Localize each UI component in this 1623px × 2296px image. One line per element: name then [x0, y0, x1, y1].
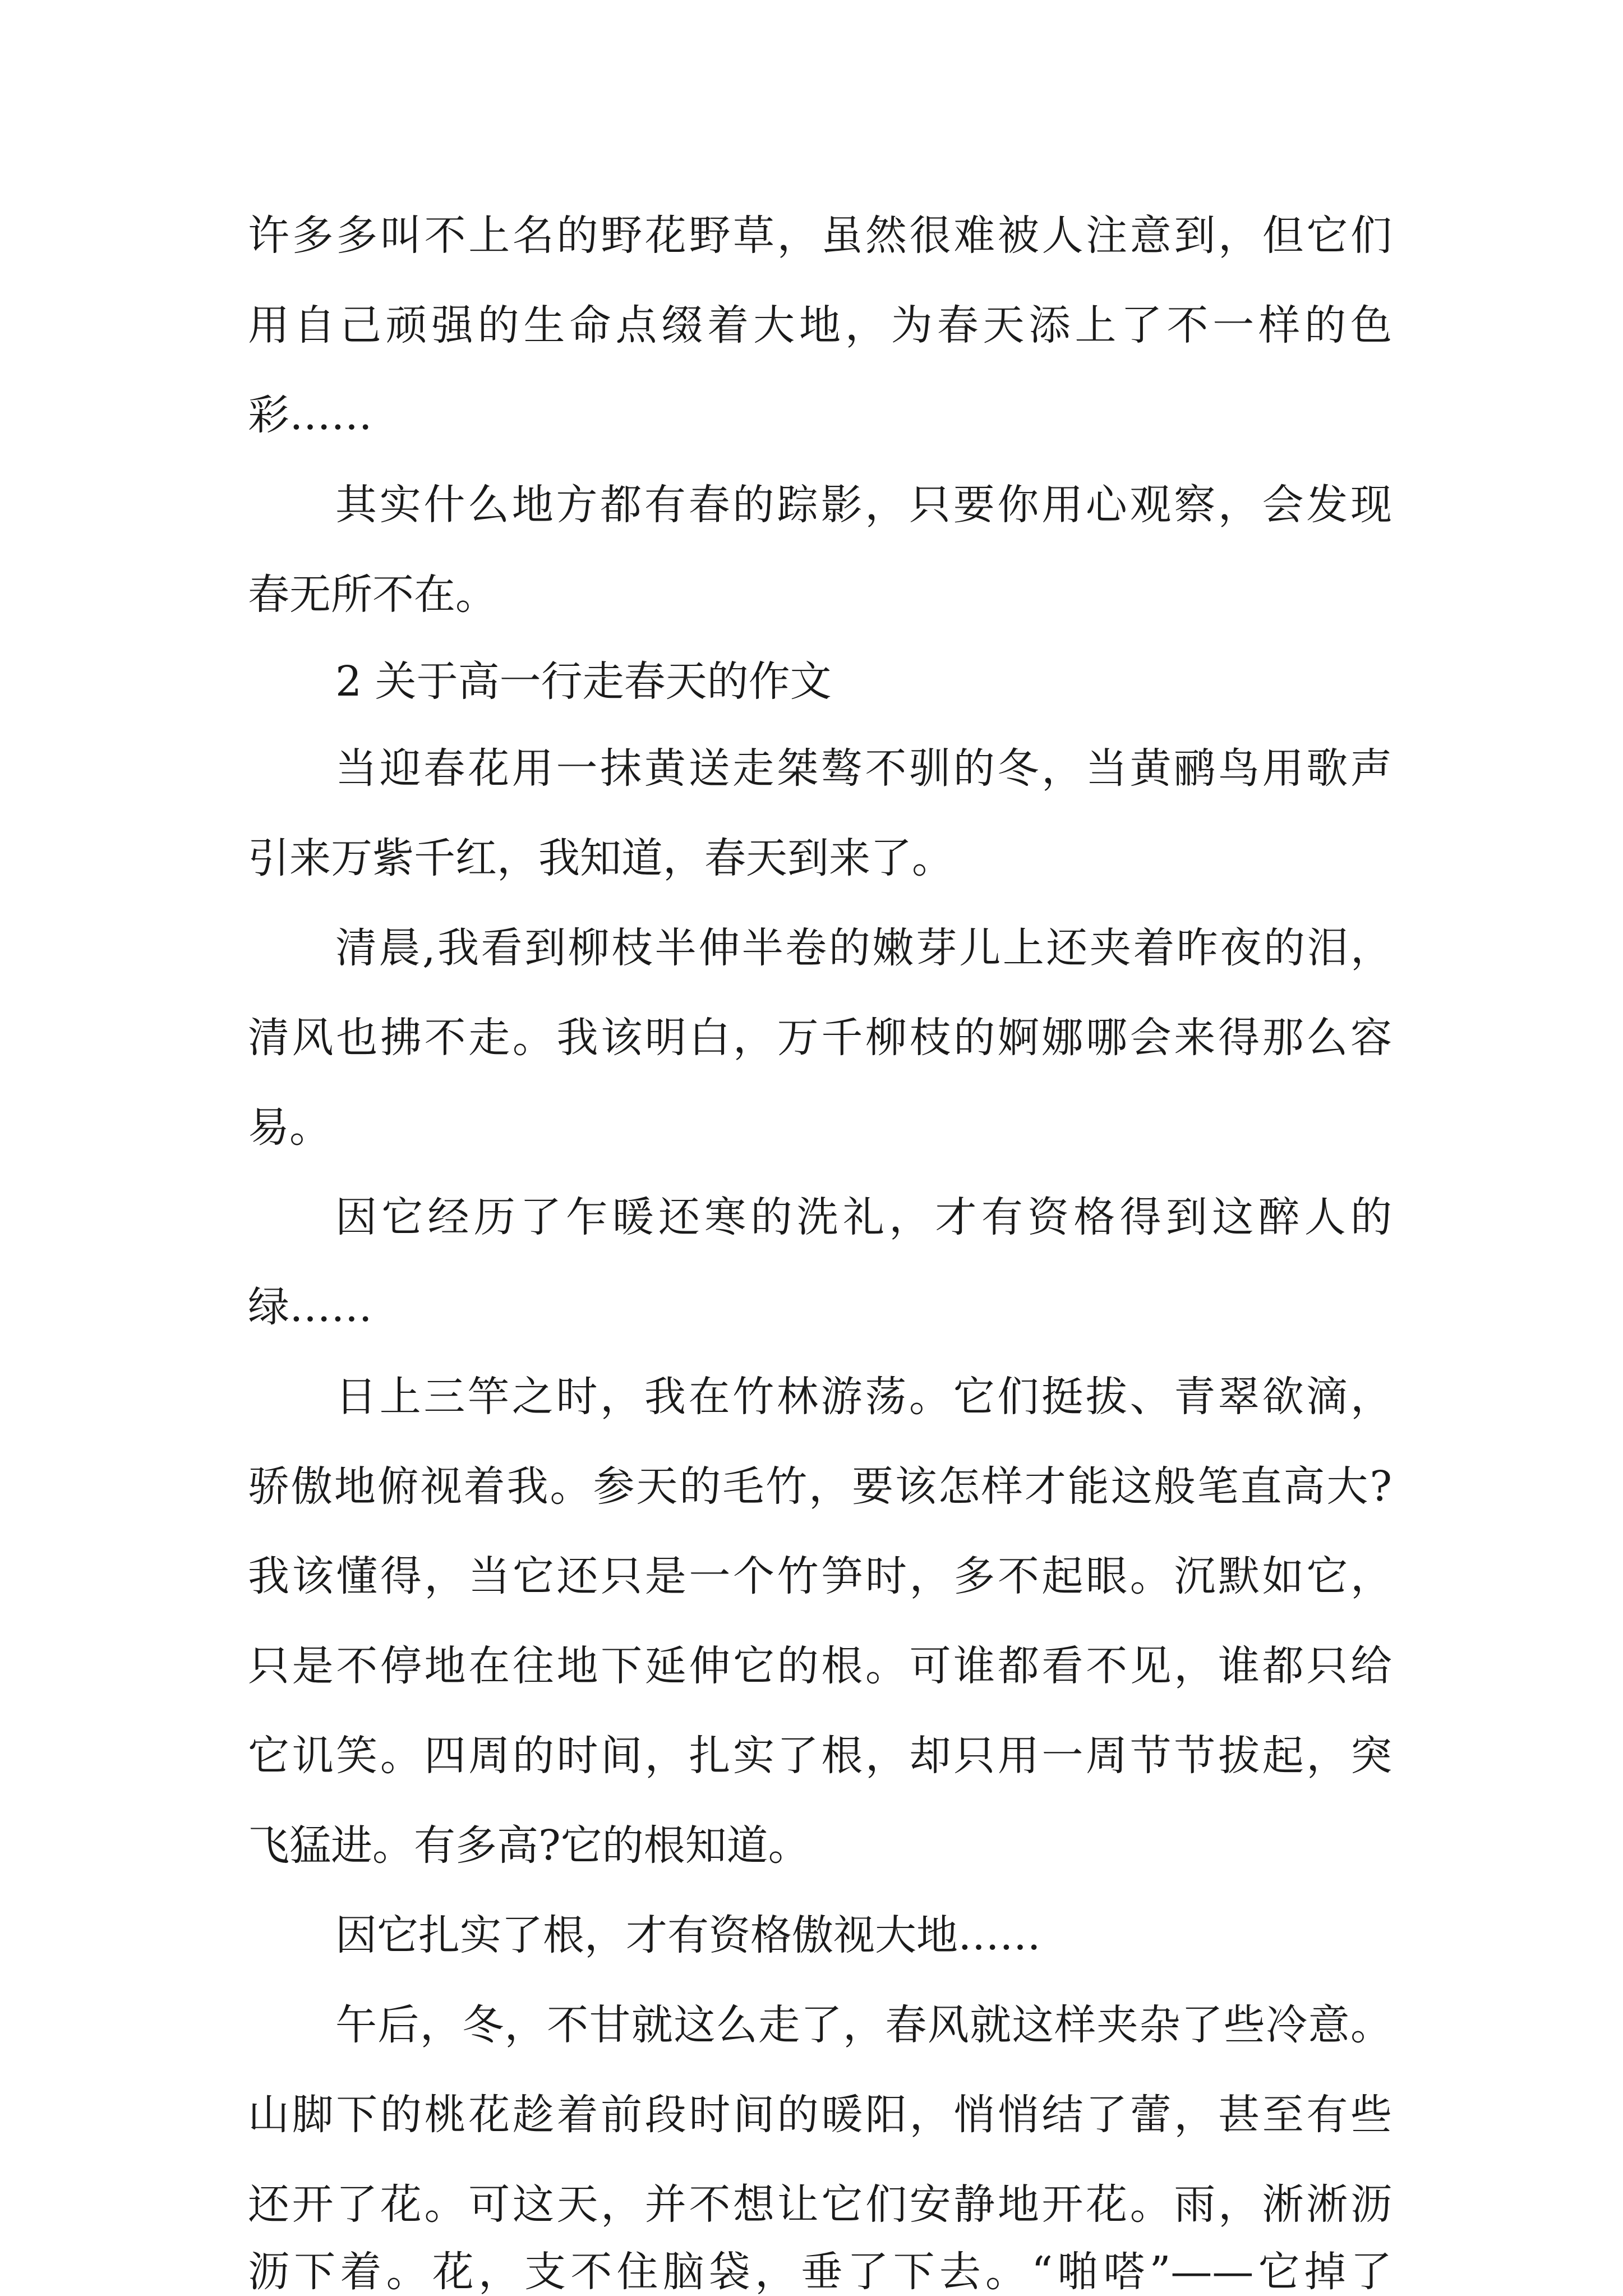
text-line: 许多多叫不上名的野花野草，虽然很难被人注意到，但它们 [248, 211, 1392, 260]
text-line: 午后，冬，不甘就这么走了，春风就这样夹杂了些冷意。 [335, 2001, 1392, 2049]
text-line: 彩…… [248, 391, 372, 439]
text-line: 其实什么地方都有春的踪影，只要你用心观察，会发现 [335, 481, 1392, 529]
text-line: 沥下着。花，支不住脑袋，垂了下去。“啪嗒”——它掉了 [248, 2248, 1392, 2296]
text-line: 还开了花。可这天，并不想让它们安静地开花。雨，淅淅沥 [248, 2180, 1392, 2229]
text-line: 易。 [248, 1103, 331, 1152]
text-line: 当迎春花用一抹黄送走桀骜不驯的冬，当黄鹂鸟用歌声 [335, 744, 1392, 793]
text-line: 因它扎实了根，才有资格傲视大地…… [335, 1911, 1041, 1959]
text-line: 清晨,我看到柳枝半伸半卷的嫩芽儿上还夹着昨夜的泪， [335, 924, 1392, 972]
text-line: 飞猛进。有多高?它的根知道。 [248, 1821, 810, 1870]
text-line: 因它经历了乍暖还寒的洗礼，才有资格得到这醉人的 [335, 1193, 1392, 1241]
text-line: 日上三竿之时，我在竹林游荡。它们挺拔、青翠欲滴， [335, 1373, 1392, 1421]
text-line: 只是不停地在往地下延伸它的根。可谁都看不见，谁都只给 [248, 1642, 1392, 1690]
text-line: 骄傲地俯视着我。参天的毛竹，要该怎样才能这般笔直高大? [248, 1462, 1392, 1511]
text-line: 清风也拂不走。我该明白，万千柳枝的婀娜哪会来得那么容 [248, 1014, 1392, 1062]
text-line: 用自己顽强的生命点缀着大地，为春天添上了不一样的色 [248, 301, 1392, 349]
text-line: 它讥笑。四周的时间，扎实了根，却只用一周节节拔起，突 [248, 1732, 1392, 1780]
text-line: 我该懂得，当它还只是一个竹笋时，多不起眼。沉默如它， [248, 1552, 1392, 1600]
text-line: 引来万紫千红，我知道，春天到来了。 [248, 834, 953, 882]
text-line: 山脚下的桃花趁着前段时间的暖阳，悄悄结了蕾，甚至有些 [248, 2091, 1392, 2139]
text-line: 春无所不在。 [248, 570, 497, 619]
section-heading: 2 关于高一行走春天的作文 [335, 657, 832, 706]
text-line: 绿…… [248, 1283, 372, 1331]
